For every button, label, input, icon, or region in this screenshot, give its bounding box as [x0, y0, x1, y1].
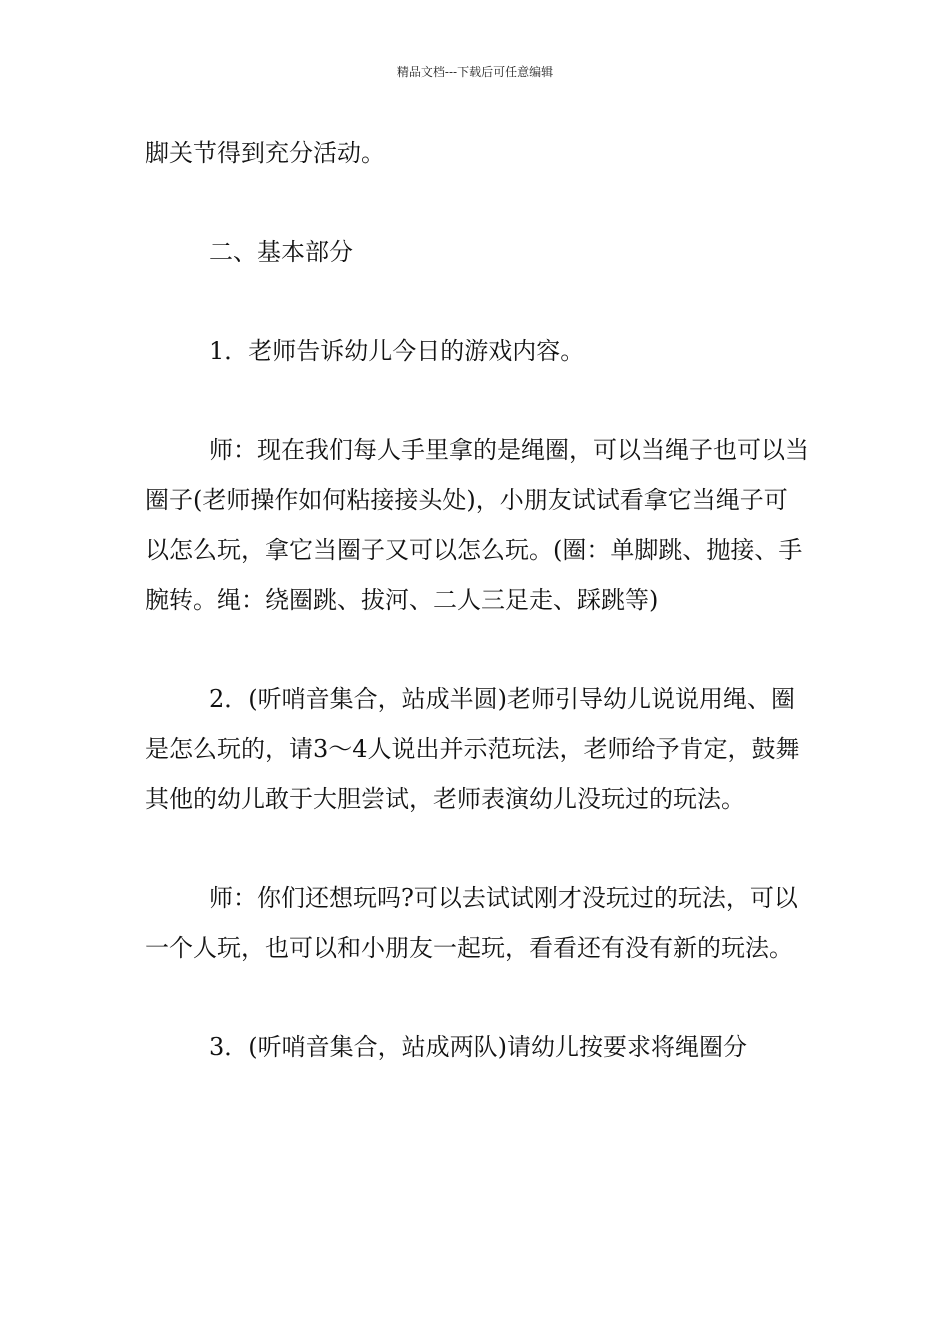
paragraph-gap — [145, 277, 810, 326]
paragraph-teacher-speech-1: 师：现在我们每人手里拿的是绳圈，可以当绳子也可以当圈子(老师操作如何粘接接头处)，小朋友试试看拿它当绳子可以怎么玩，拿它当圈子又可以怎么玩。(圈：单脚跳、抛接、手腕转。绳：绕圈跳、拔河、二人三足走、踩跳等) — [145, 436, 809, 614]
paragraph-continuation: 脚关节得到充分活动。 — [145, 139, 385, 167]
paragraph-gap — [145, 973, 810, 1022]
paragraph-step-2: 2．(听哨音集合，站成半圆)老师引导幼儿说说用绳、圈是怎么玩的，请3～4人说出并示范玩法，老师给予肯定，鼓舞其他的幼儿敢于大胆尝试，老师表演幼儿没玩过的玩法。 — [145, 685, 800, 813]
paragraph-gap — [145, 625, 810, 674]
paragraph-gap — [145, 178, 810, 227]
page-header: 精品文档---下载后可任意编辑 — [396, 65, 554, 79]
paragraph-gap — [145, 824, 810, 873]
paragraph-gap — [145, 376, 810, 425]
paragraph-teacher-speech-2: 师：你们还想玩吗?可以去试试刚才没玩过的玩法，可以一个人玩，也可以和小朋友一起玩，看看还有没有新的玩法。 — [145, 884, 798, 962]
document-body — [145, 128, 810, 1072]
paragraph-step-3: 3．(听哨音集合，站成两队)请幼儿按要求将绳圈分 — [209, 1033, 747, 1061]
paragraph-step-1: 1．老师告诉幼儿今日的游戏内容。 — [209, 337, 585, 365]
section-heading: 二、基本部分 — [209, 238, 353, 266]
